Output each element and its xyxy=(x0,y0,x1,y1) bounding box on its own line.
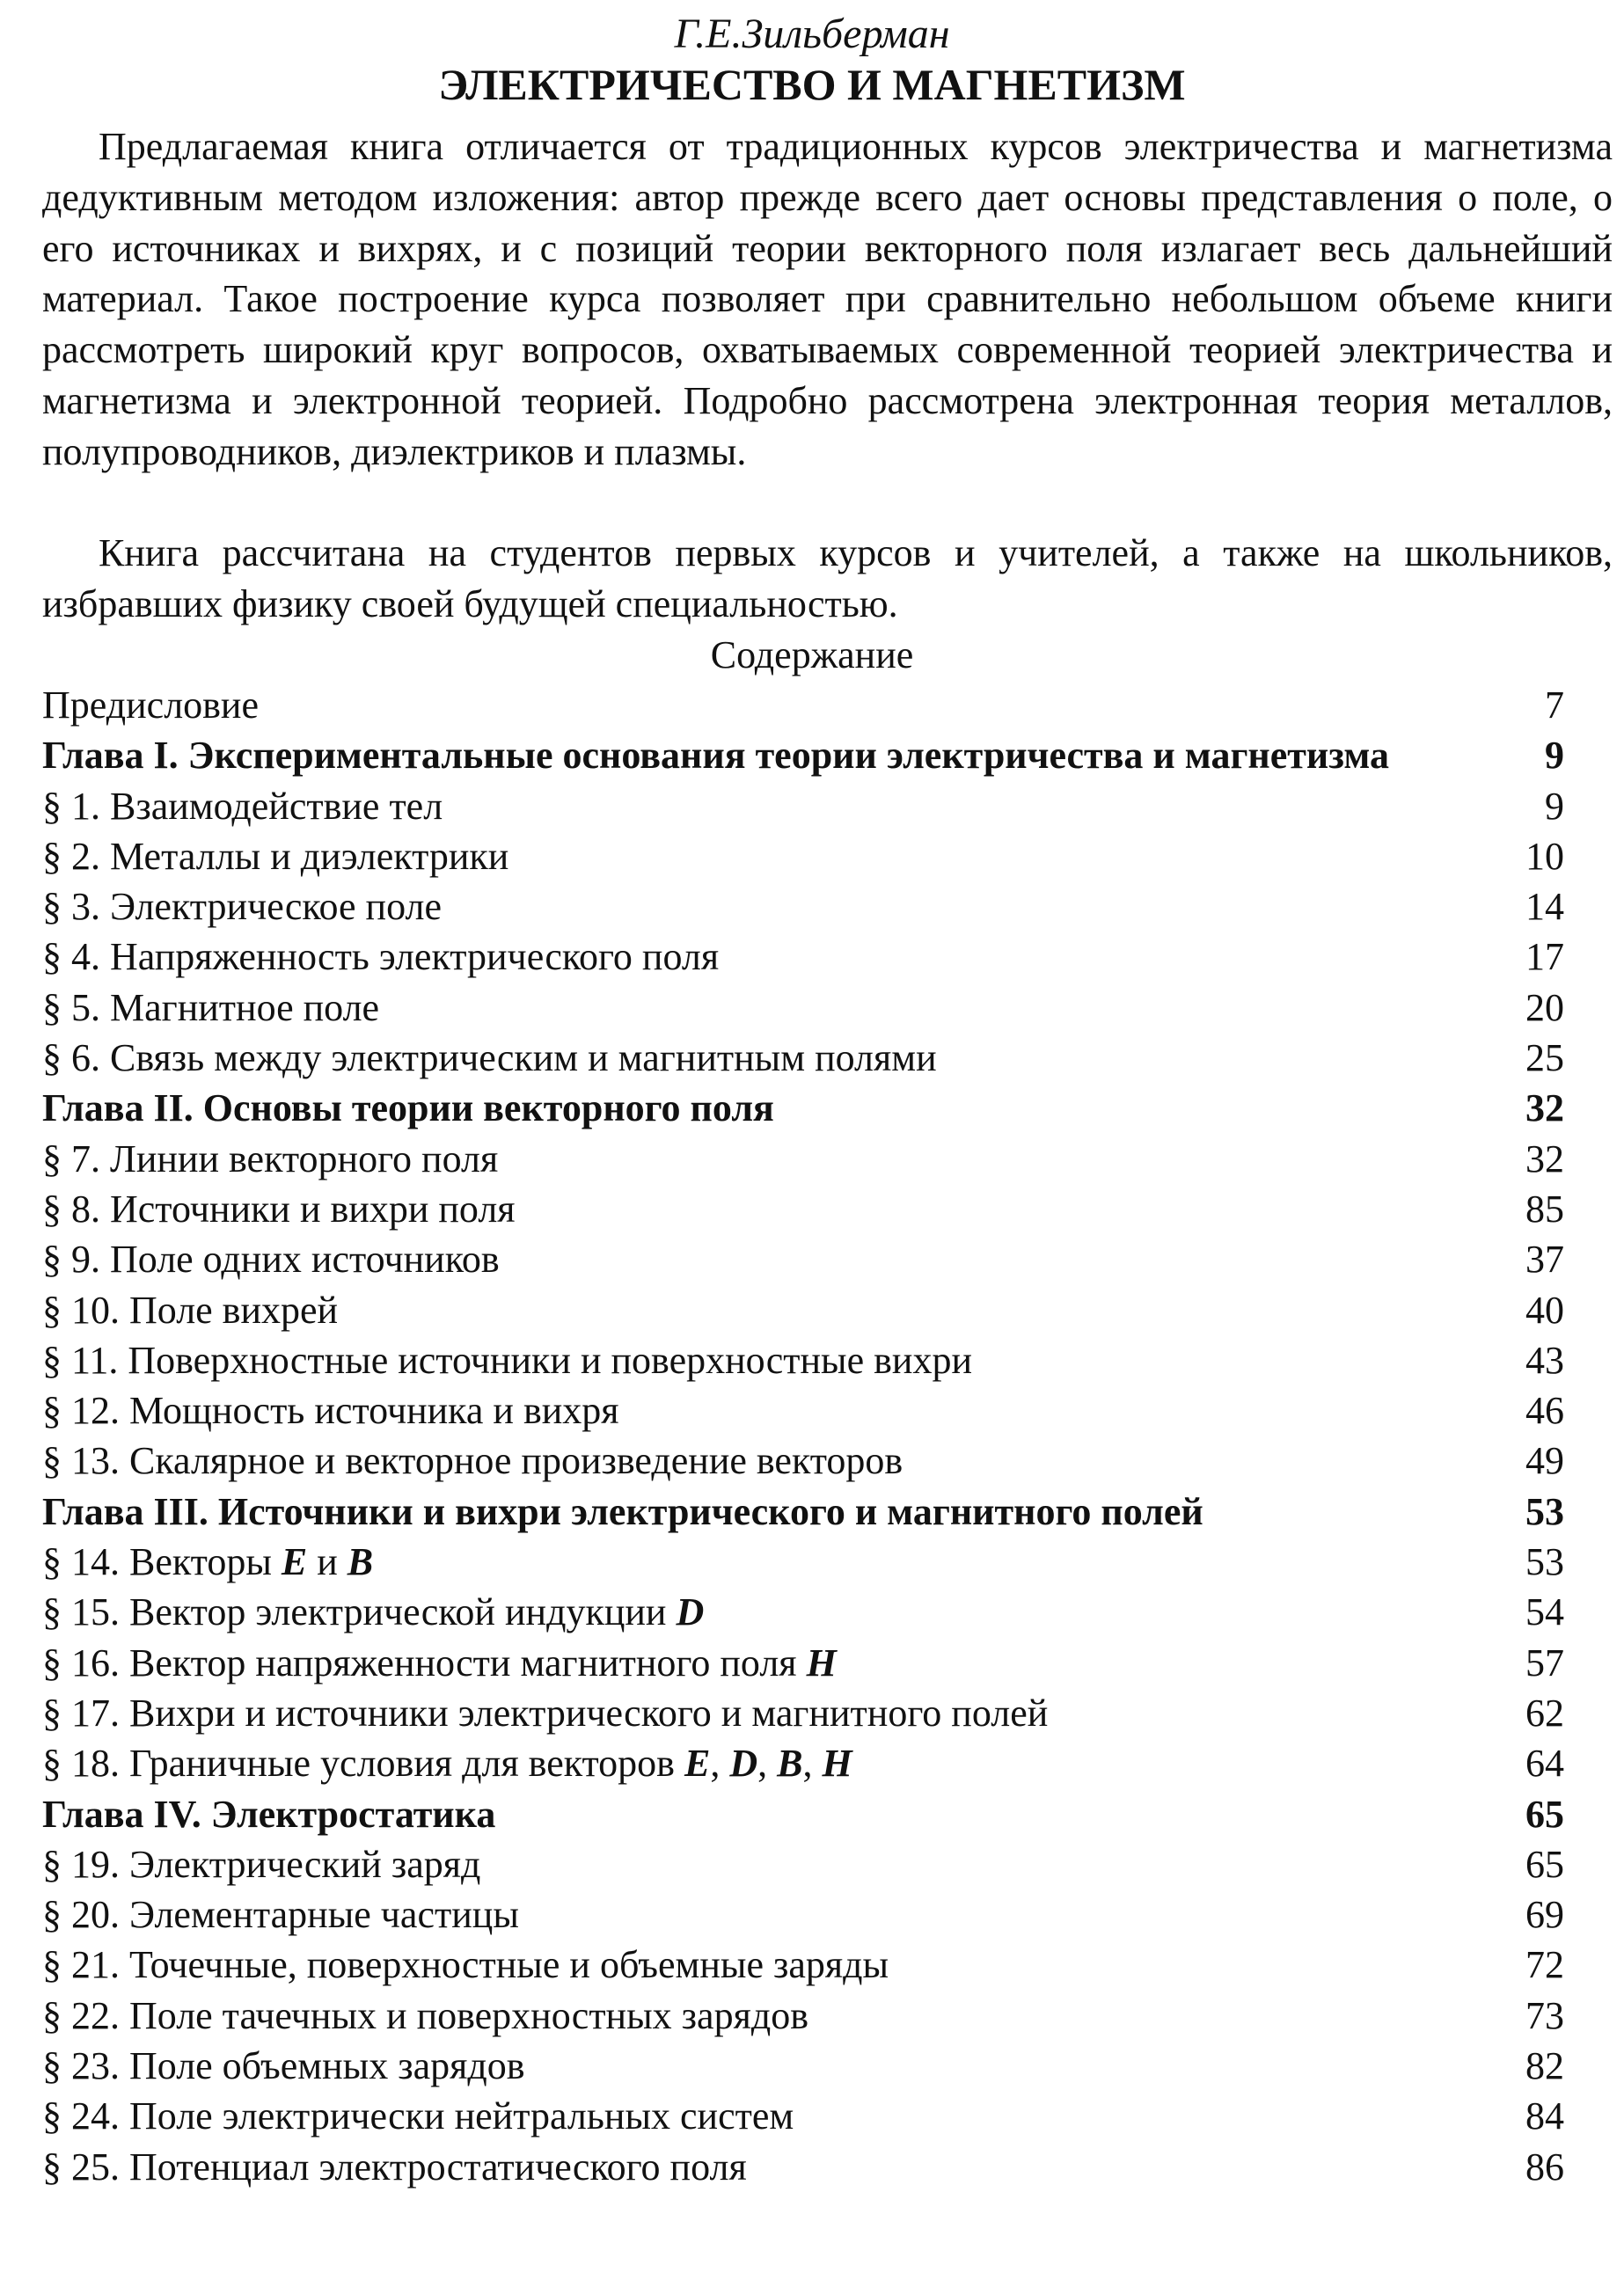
toc-entry-title: Предисловие xyxy=(42,683,259,727)
toc-entry-title: § 17. Вихри и источники электрического и магнитного полей xyxy=(42,1691,1049,1735)
toc-entry-title: § 2. Металлы и диэлектрики xyxy=(42,834,509,878)
toc-section-5 xyxy=(42,983,1564,1033)
toc-entry-page: 85 xyxy=(1525,1187,1564,1231)
toc-entry-page: 32 xyxy=(1525,1136,1564,1180)
toc-section-2 xyxy=(42,831,1564,881)
toc-entry-title xyxy=(42,1638,1476,1688)
toc-heading: Содержание xyxy=(710,633,914,676)
toc-section-19 xyxy=(42,1839,1564,1889)
toc-chapter-title: Глава II. Основы теории векторного поля xyxy=(42,1086,774,1130)
toc-section-16 xyxy=(42,1638,1564,1688)
toc-title-text: , xyxy=(757,1742,778,1786)
toc-entry-title: § 12. Мощность источника и вихря xyxy=(42,1389,619,1433)
toc-entry-title xyxy=(42,1738,1476,1788)
annotation-paragraph: Предлагаемая книга отличается от традиционных курсов электричества и магнетизма дедуктивным методом изложения: автор прежде всего дает основы представления о поле, о его источниках и вихрях, и с позиций теории векторного поля излагает весь дальнейший материал. Такое построение курса позволяет при сравнительно небольшом объеме книги рассмотреть широкий круг вопросов, охватываемых современной теорией электричества и магнетизма и электронной теорией. Подробно рассмотрена электронная теория металлов, полупроводников, диэлектриков и плазмы. xyxy=(42,125,1613,473)
toc-entry-page: 86 xyxy=(1525,2145,1564,2189)
toc-section-1 xyxy=(42,781,1564,831)
toc-entry-title: § 7. Линии векторного поля xyxy=(42,1136,499,1180)
toc-title-text: и xyxy=(307,1540,347,1584)
toc-entry-title xyxy=(42,1537,1476,1587)
toc-chapter-title: Глава I. Экспериментальные основания теории электричества и магнетизма xyxy=(42,734,1389,778)
toc-entry-page: 54 xyxy=(1525,1590,1564,1634)
toc-chapter-page: 53 xyxy=(1525,1489,1564,1533)
audience-paragraph: Книга рассчитана на студентов первых курсов и учителей, а также на школьников, избравших физику своей будущей специальностью. xyxy=(42,531,1613,625)
toc-entry-page: 46 xyxy=(1525,1389,1564,1433)
toc-section-4 xyxy=(42,932,1564,982)
toc-entry-title: § 25. Потенциал электростатического поля xyxy=(42,2145,747,2189)
toc-entry-page: 73 xyxy=(1525,1993,1564,2037)
toc-entry-page: 10 xyxy=(1525,834,1564,878)
toc-entry-page: 9 xyxy=(1545,784,1564,828)
toc-section-10 xyxy=(42,1285,1564,1335)
toc-section-21 xyxy=(42,1940,1564,1990)
toc-chapter-1 xyxy=(42,730,1564,780)
toc-title-text: , xyxy=(710,1742,730,1786)
toc-section-17 xyxy=(42,1688,1564,1738)
toc-entry-page: 53 xyxy=(1525,1540,1564,1584)
toc-section-22 xyxy=(42,1991,1564,2041)
toc-entry-page: 20 xyxy=(1525,985,1564,1029)
toc-entry-title: § 21. Точечные, поверхностные и объемные заряды xyxy=(42,1943,889,1987)
toc-entry-title: § 10. Поле вихрей xyxy=(42,1288,339,1332)
toc-entry-page: 62 xyxy=(1525,1691,1564,1735)
toc-chapter-3 xyxy=(42,1487,1564,1537)
toc-section-3 xyxy=(42,881,1564,932)
toc-entry-page: 72 xyxy=(1525,1943,1564,1987)
toc-entry-page: 37 xyxy=(1525,1238,1564,1282)
toc-section-18 xyxy=(42,1738,1564,1788)
toc-entry-page: 17 xyxy=(1525,935,1564,979)
toc-section-12 xyxy=(42,1385,1564,1436)
toc-section-20 xyxy=(42,1889,1564,1940)
toc-entry-title: § 13. Скалярное и векторное произведение векторов xyxy=(42,1439,903,1483)
toc-chapter-page: 9 xyxy=(1545,734,1564,778)
toc-entry-title: § 6. Связь между электрическим и магнитным полями xyxy=(42,1036,937,1080)
toc-chapter-2 xyxy=(42,1083,1564,1133)
toc-title-text: § 14. Векторы xyxy=(42,1540,282,1584)
toc-entry-page: 57 xyxy=(1525,1641,1564,1684)
toc-title-text: , xyxy=(802,1742,823,1786)
toc-entry-title: § 3. Электрическое поле xyxy=(42,885,443,929)
vector-symbol: B xyxy=(347,1540,374,1584)
book-title: ЭЛЕКТРИЧЕСТВО И МАГНЕТИЗМ xyxy=(438,60,1186,109)
toc-entry-title: § 5. Магнитное поле xyxy=(42,985,380,1029)
toc-entry-page: 65 xyxy=(1525,1842,1564,1886)
toc-entry-title: § 11. Поверхностные источники и поверхностные вихри xyxy=(42,1338,973,1382)
toc-section-8 xyxy=(42,1184,1564,1234)
vector-symbol: E xyxy=(684,1742,711,1786)
toc-section-9 xyxy=(42,1234,1564,1284)
vector-symbol: H xyxy=(822,1742,852,1786)
toc-chapter-title: Глава IV. Электростатика xyxy=(42,1792,496,1836)
toc-entry-page: 43 xyxy=(1525,1338,1564,1382)
toc-section-6 xyxy=(42,1033,1564,1083)
toc-section-23 xyxy=(42,2041,1564,2091)
toc-entry-page: 40 xyxy=(1525,1288,1564,1332)
toc-entry-title: § 22. Поле тачечных и поверхностных зарядов xyxy=(42,1993,808,2037)
toc-entry-page: 64 xyxy=(1525,1742,1564,1786)
toc-entry-title: § 8. Источники и вихри поля xyxy=(42,1187,516,1231)
toc-section-25 xyxy=(42,2142,1564,2192)
toc-entry-title: § 9. Поле одних источников xyxy=(42,1238,500,1282)
toc-chapter-page: 32 xyxy=(1525,1086,1564,1130)
toc-section-15 xyxy=(42,1587,1564,1637)
vector-symbol: E xyxy=(281,1540,308,1584)
toc-entry-page: 7 xyxy=(1545,683,1564,727)
toc-section-11 xyxy=(42,1335,1564,1385)
toc-section-24 xyxy=(42,2091,1564,2141)
vector-symbol: D xyxy=(729,1742,758,1786)
vector-symbol: B xyxy=(777,1742,803,1786)
toc-entry-title: § 4. Напряженность электрического поля xyxy=(42,935,720,979)
toc-entry-preface xyxy=(42,680,1564,730)
table-of-contents xyxy=(42,680,1564,2192)
toc-entry-page: 69 xyxy=(1525,1893,1564,1937)
toc-section-7 xyxy=(42,1134,1564,1184)
toc-entry-title: § 23. Поле объемных зарядов xyxy=(42,2044,525,2088)
author-name: Г.Е.Зильберман xyxy=(674,11,950,57)
toc-entry-page: 25 xyxy=(1525,1036,1564,1080)
toc-entry-title: § 19. Электрический заряд xyxy=(42,1842,481,1886)
toc-entry-page: 49 xyxy=(1525,1439,1564,1483)
toc-chapter-4 xyxy=(42,1789,1564,1839)
toc-entry-title: § 1. Взаимодействие тел xyxy=(42,784,443,828)
toc-title-text: § 15. Вектор электрической индукции xyxy=(42,1590,677,1634)
toc-section-14 xyxy=(42,1537,1564,1587)
toc-entry-page: 84 xyxy=(1525,2094,1564,2138)
toc-section-13 xyxy=(42,1436,1564,1486)
toc-entry-title: § 24. Поле электрически нейтральных систем xyxy=(42,2094,794,2138)
toc-title-text: § 18. Граничные условия для векторов xyxy=(42,1742,684,1786)
toc-chapter-page: 65 xyxy=(1525,1792,1564,1836)
toc-entry-title: § 20. Элементарные частицы xyxy=(42,1893,519,1937)
toc-chapter-title: Глава III. Источники и вихри электрического и магнитного полей xyxy=(42,1489,1203,1533)
toc-entry-page: 14 xyxy=(1525,885,1564,929)
toc-entry-page: 82 xyxy=(1525,2044,1564,2088)
vector-symbol: D xyxy=(676,1590,705,1634)
toc-entry-title xyxy=(42,1587,1476,1637)
toc-title-text: § 16. Вектор напряженности магнитного поля xyxy=(42,1641,807,1684)
vector-symbol: H xyxy=(806,1641,837,1684)
